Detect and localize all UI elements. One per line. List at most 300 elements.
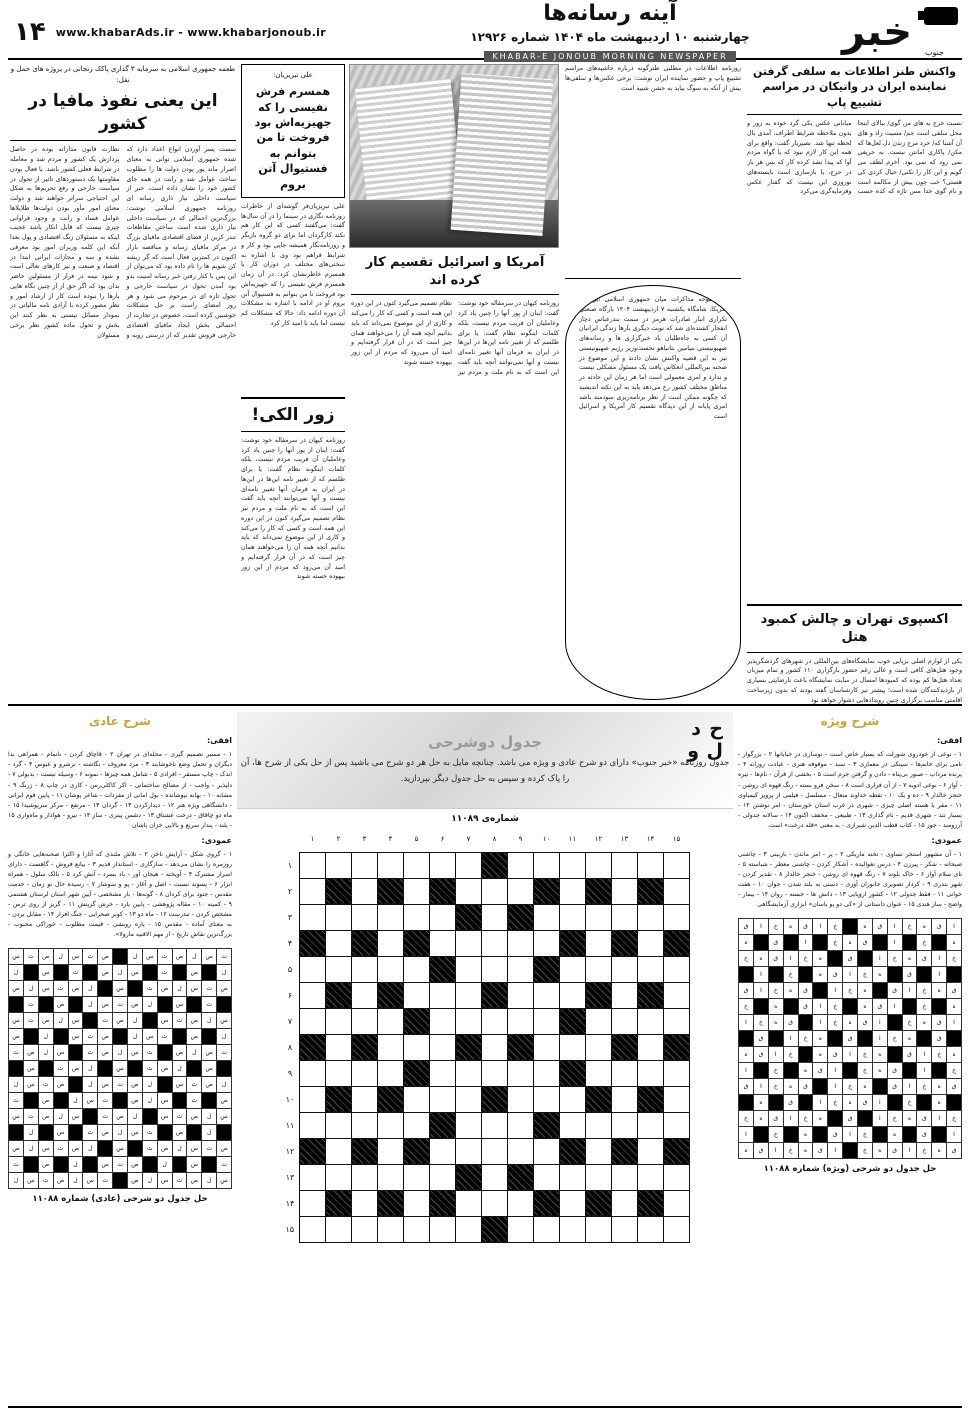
grid-cell[interactable] bbox=[326, 904, 352, 930]
grid-cell[interactable] bbox=[482, 1034, 508, 1060]
grid-cell[interactable] bbox=[534, 1086, 560, 1112]
grid-cell[interactable] bbox=[352, 1216, 378, 1242]
solution-cell: خ bbox=[739, 999, 754, 1015]
solution-cell: س bbox=[38, 965, 53, 981]
solution-row bbox=[739, 1031, 962, 1047]
solution-cell: س bbox=[202, 1045, 217, 1061]
grid-cell[interactable] bbox=[326, 1034, 352, 1060]
grid-cell-block bbox=[482, 852, 508, 878]
grid-cell[interactable] bbox=[456, 1086, 482, 1112]
grid-cell[interactable] bbox=[352, 904, 378, 930]
grid-cell[interactable] bbox=[404, 1190, 430, 1216]
grid-cell[interactable] bbox=[456, 930, 482, 956]
solution-cell-block bbox=[217, 1125, 232, 1141]
grid-cell[interactable] bbox=[508, 852, 534, 878]
grid-cell[interactable] bbox=[378, 1112, 404, 1138]
grid-cell[interactable] bbox=[300, 1216, 326, 1242]
grid-cell[interactable] bbox=[664, 878, 690, 904]
grid-cell[interactable] bbox=[638, 1112, 664, 1138]
grid-cell[interactable] bbox=[508, 1216, 534, 1242]
grid-cell[interactable] bbox=[664, 1086, 690, 1112]
grid-cell[interactable] bbox=[456, 1008, 482, 1034]
solution-cell-block bbox=[798, 1015, 813, 1031]
grid-cell[interactable] bbox=[664, 1060, 690, 1086]
grid-cell[interactable] bbox=[664, 956, 690, 982]
grid-cell[interactable] bbox=[482, 1138, 508, 1164]
solution-cell-block bbox=[768, 967, 783, 983]
grid-cell[interactable] bbox=[534, 1060, 560, 1086]
solution-cell-block bbox=[9, 1125, 24, 1141]
solution-cell-block bbox=[127, 1141, 142, 1157]
grid-cell[interactable] bbox=[586, 1060, 612, 1086]
grid-cell[interactable] bbox=[430, 1164, 456, 1190]
grid-cell[interactable] bbox=[534, 1008, 560, 1034]
grid-cell[interactable] bbox=[508, 930, 534, 956]
grid-cell[interactable] bbox=[482, 1190, 508, 1216]
grid-cell[interactable] bbox=[612, 1190, 638, 1216]
grid-cell[interactable] bbox=[586, 1034, 612, 1060]
grid-cell[interactable] bbox=[352, 1060, 378, 1086]
grid-cell[interactable] bbox=[300, 1164, 326, 1190]
grid-cell[interactable] bbox=[326, 852, 352, 878]
solution-cell: ق bbox=[753, 1143, 768, 1159]
special-across-label: افقی: bbox=[936, 736, 962, 746]
grid-cell[interactable] bbox=[612, 1112, 638, 1138]
grid-cell[interactable] bbox=[560, 1034, 586, 1060]
solution-cell-block bbox=[113, 1029, 128, 1045]
grid-cell[interactable] bbox=[456, 982, 482, 1008]
solution-cell-block bbox=[68, 1125, 83, 1141]
grid-cell[interactable] bbox=[404, 1112, 430, 1138]
grid-cell[interactable] bbox=[586, 1216, 612, 1242]
grid-cell[interactable] bbox=[612, 1086, 638, 1112]
grid-cell[interactable] bbox=[378, 1034, 404, 1060]
solution-cell: ل bbox=[202, 1125, 217, 1141]
grid-cell-block bbox=[430, 1190, 456, 1216]
solution-cell: س bbox=[157, 1173, 172, 1189]
grid-row bbox=[281, 1138, 690, 1164]
grid-cell[interactable] bbox=[300, 1190, 326, 1216]
grid-cell[interactable] bbox=[482, 1112, 508, 1138]
grid-cell[interactable] bbox=[508, 1008, 534, 1034]
grid-cell[interactable] bbox=[586, 1164, 612, 1190]
solution-cell: ث bbox=[83, 1029, 98, 1045]
grid-cell[interactable] bbox=[508, 1190, 534, 1216]
grid-cell[interactable] bbox=[300, 852, 326, 878]
solution-cell: ث bbox=[142, 981, 157, 997]
grid-cell[interactable] bbox=[430, 1008, 456, 1034]
solution-cell-block bbox=[187, 1125, 202, 1141]
grid-cell[interactable] bbox=[664, 1216, 690, 1242]
solution-normal-caption: حل جدول دو شرحی (عادی) شماره ۱۱۰۸۸ bbox=[32, 1194, 208, 1205]
grid-cell[interactable] bbox=[430, 1034, 456, 1060]
solution-cell: ل bbox=[53, 949, 68, 965]
solution-cell: ق bbox=[798, 999, 813, 1015]
grid-cell[interactable] bbox=[534, 852, 560, 878]
grid-cell[interactable] bbox=[300, 904, 326, 930]
grid-cell[interactable] bbox=[430, 1060, 456, 1086]
grid-cell[interactable] bbox=[404, 956, 430, 982]
solution-cell-block bbox=[932, 1063, 947, 1079]
grid-cell[interactable] bbox=[508, 1086, 534, 1112]
grid-cell[interactable] bbox=[404, 904, 430, 930]
solution-cell: س bbox=[187, 1141, 202, 1157]
grid-cell[interactable] bbox=[508, 1112, 534, 1138]
grid-cell[interactable] bbox=[612, 1164, 638, 1190]
grid-cell[interactable] bbox=[638, 904, 664, 930]
grid-cell[interactable] bbox=[534, 982, 560, 1008]
solution-cell: ق bbox=[739, 983, 754, 999]
solution-cell: ل bbox=[172, 1141, 187, 1157]
grid-cell[interactable] bbox=[560, 1086, 586, 1112]
solution-cell-block bbox=[172, 1093, 187, 1109]
solution-cell: ق bbox=[739, 919, 754, 935]
row-number: ۱۴ bbox=[285, 1198, 295, 1208]
grid-cell[interactable] bbox=[456, 1112, 482, 1138]
solution-cell-block bbox=[887, 967, 902, 983]
grid-cell[interactable] bbox=[352, 1086, 378, 1112]
solution-cell: ص bbox=[172, 1045, 187, 1061]
solution-cell-block bbox=[98, 1141, 113, 1157]
solution-cell: ص bbox=[53, 997, 68, 1013]
grid-cell[interactable] bbox=[430, 1138, 456, 1164]
grid-cell[interactable] bbox=[378, 1138, 404, 1164]
solution-cell: ق bbox=[768, 1111, 783, 1127]
solution-cell: ا bbox=[872, 1095, 887, 1111]
masthead-left bbox=[8, 17, 428, 47]
grid-cell[interactable] bbox=[508, 956, 534, 982]
grid-cell[interactable] bbox=[638, 1060, 664, 1086]
grid-cell[interactable] bbox=[664, 1112, 690, 1138]
solution-cell: ق bbox=[857, 1015, 872, 1031]
grid-cell[interactable] bbox=[638, 1008, 664, 1034]
grid-cell[interactable] bbox=[638, 1164, 664, 1190]
grid-cell[interactable] bbox=[508, 982, 534, 1008]
grid-cell-block bbox=[300, 1138, 326, 1164]
grid-cell[interactable] bbox=[664, 852, 690, 878]
solution-cell: ا bbox=[902, 983, 917, 999]
masthead-center bbox=[428, 1, 792, 63]
grid-cell[interactable] bbox=[300, 878, 326, 904]
grid-cell[interactable] bbox=[534, 904, 560, 930]
solution-cell: ق bbox=[872, 919, 887, 935]
grid-cell[interactable] bbox=[404, 852, 430, 878]
grid-cell[interactable] bbox=[664, 1190, 690, 1216]
solution-cell-block bbox=[753, 935, 768, 951]
grid-cell[interactable] bbox=[352, 1190, 378, 1216]
solution-cell: س bbox=[113, 981, 128, 997]
grid-cell[interactable] bbox=[430, 852, 456, 878]
grid-cell[interactable] bbox=[560, 1190, 586, 1216]
row-number: ۲ bbox=[287, 886, 293, 896]
grid-cell[interactable] bbox=[586, 852, 612, 878]
grid-cell[interactable] bbox=[326, 930, 352, 956]
solution-cell: ث bbox=[83, 1045, 98, 1061]
grid-cell[interactable] bbox=[586, 956, 612, 982]
solution-cell: ص bbox=[98, 1125, 113, 1141]
solution-special-grid bbox=[738, 918, 962, 1159]
grid-cell[interactable] bbox=[326, 1138, 352, 1164]
grid-cell[interactable] bbox=[638, 1034, 664, 1060]
grid-cell[interactable] bbox=[352, 956, 378, 982]
solution-cell-block bbox=[887, 1015, 902, 1031]
grid-cell[interactable] bbox=[378, 852, 404, 878]
solution-row bbox=[9, 1141, 232, 1157]
grid-cell[interactable] bbox=[586, 930, 612, 956]
solution-cell: س bbox=[23, 1061, 38, 1077]
solution-cell: ل bbox=[68, 1157, 83, 1173]
grid-cell[interactable] bbox=[326, 1008, 352, 1034]
grid-cell[interactable] bbox=[378, 1008, 404, 1034]
grid-cell[interactable] bbox=[612, 904, 638, 930]
grid-cell[interactable] bbox=[560, 852, 586, 878]
grid-cell[interactable] bbox=[404, 1164, 430, 1190]
solution-cell-block bbox=[813, 1079, 828, 1095]
solution-row bbox=[739, 1047, 962, 1063]
solution-cell-block bbox=[798, 1047, 813, 1063]
grid-cell[interactable] bbox=[456, 1216, 482, 1242]
grid-cell[interactable] bbox=[534, 1138, 560, 1164]
solution-cell: ث bbox=[23, 1109, 38, 1125]
solution-cell: خ bbox=[798, 1031, 813, 1047]
solution-row bbox=[9, 1157, 232, 1173]
solution-row bbox=[739, 951, 962, 967]
grid-cell[interactable] bbox=[534, 1034, 560, 1060]
grid-cell[interactable] bbox=[664, 904, 690, 930]
grid-cell[interactable] bbox=[404, 982, 430, 1008]
solution-cell: ق bbox=[887, 1143, 902, 1159]
solution-cell: ص bbox=[38, 1093, 53, 1109]
solution-cell-block bbox=[23, 1157, 38, 1173]
solution-cell-block bbox=[857, 1111, 872, 1127]
grid-cell[interactable] bbox=[456, 852, 482, 878]
solution-cell: خ bbox=[768, 1127, 783, 1143]
solution-cell: ق bbox=[872, 999, 887, 1015]
grid-cell[interactable] bbox=[378, 1060, 404, 1086]
solution-cell: ل bbox=[53, 1013, 68, 1029]
grid-row bbox=[281, 1060, 690, 1086]
jadval-logo bbox=[669, 718, 725, 764]
grid-cell[interactable] bbox=[430, 904, 456, 930]
grid-cell-block bbox=[430, 956, 456, 982]
website-line[interactable]: www.khabarAds.ir - www.khabarjonoub.ir bbox=[55, 25, 326, 39]
solution-cell: ا bbox=[813, 1095, 828, 1111]
solution-cell: س bbox=[53, 1125, 68, 1141]
grid-cell[interactable] bbox=[378, 956, 404, 982]
grid-cell-block bbox=[300, 1034, 326, 1060]
solution-cell: ص bbox=[187, 1013, 202, 1029]
grid-cell[interactable] bbox=[482, 956, 508, 982]
grid-cell[interactable] bbox=[612, 878, 638, 904]
grid-cell[interactable] bbox=[430, 1216, 456, 1242]
grid-cell[interactable] bbox=[456, 1138, 482, 1164]
grid-cell-block bbox=[300, 930, 326, 956]
solution-cell: س bbox=[157, 1013, 172, 1029]
grid-cell[interactable] bbox=[300, 1086, 326, 1112]
grid-cell[interactable] bbox=[664, 1164, 690, 1190]
grid-cell[interactable] bbox=[482, 878, 508, 904]
solution-normal-grid bbox=[8, 948, 232, 1189]
grid-cell[interactable] bbox=[326, 1164, 352, 1190]
grid-cell[interactable] bbox=[508, 878, 534, 904]
grid-cell[interactable] bbox=[482, 1164, 508, 1190]
solution-cell-block bbox=[813, 983, 828, 999]
solution-cell: خ bbox=[798, 1111, 813, 1127]
grid-row bbox=[281, 878, 690, 904]
solution-cell: ق bbox=[917, 1127, 932, 1143]
grid-cell[interactable] bbox=[352, 1164, 378, 1190]
solution-cell-block bbox=[157, 1125, 172, 1141]
grid-cell[interactable] bbox=[612, 1216, 638, 1242]
solution-cell: ل bbox=[127, 949, 142, 965]
grid-cell[interactable] bbox=[664, 1008, 690, 1034]
grid-cell[interactable] bbox=[612, 982, 638, 1008]
solution-cell: خ bbox=[887, 1031, 902, 1047]
grid-cell[interactable] bbox=[456, 956, 482, 982]
solution-cell: ه bbox=[872, 967, 887, 983]
grid-cell[interactable] bbox=[612, 956, 638, 982]
grid-cell[interactable] bbox=[404, 878, 430, 904]
grid-cell[interactable] bbox=[638, 852, 664, 878]
grid-cell[interactable] bbox=[638, 1216, 664, 1242]
grid-cell[interactable] bbox=[586, 1008, 612, 1034]
solution-cell-block bbox=[902, 1063, 917, 1079]
grid-row bbox=[281, 904, 690, 930]
solution-row bbox=[739, 1127, 962, 1143]
grid-cell[interactable] bbox=[300, 1008, 326, 1034]
solution-cell-block bbox=[828, 1031, 843, 1047]
solution-cell-block bbox=[947, 1095, 962, 1111]
grid-cell[interactable] bbox=[456, 1190, 482, 1216]
solution-cell: ص bbox=[68, 1141, 83, 1157]
grid-cell[interactable] bbox=[534, 1216, 560, 1242]
grid-cell[interactable] bbox=[612, 852, 638, 878]
grid-cell[interactable] bbox=[300, 1060, 326, 1086]
grid-cell[interactable] bbox=[560, 1164, 586, 1190]
solution-cell: ل bbox=[172, 981, 187, 997]
solution-cell: ث bbox=[142, 1125, 157, 1141]
solution-row bbox=[9, 1109, 232, 1125]
solution-cell: ق bbox=[798, 919, 813, 935]
grid-cell[interactable] bbox=[482, 904, 508, 930]
grid-cell[interactable] bbox=[638, 1138, 664, 1164]
solution-cell: خ bbox=[783, 967, 798, 983]
solution-cell-block bbox=[768, 1095, 783, 1111]
grid-cell[interactable] bbox=[352, 878, 378, 904]
grid-cell[interactable] bbox=[352, 982, 378, 1008]
grid-cell[interactable] bbox=[586, 1112, 612, 1138]
grid-cell[interactable] bbox=[638, 956, 664, 982]
grid-cell[interactable] bbox=[326, 956, 352, 982]
grid-cell[interactable] bbox=[378, 930, 404, 956]
grid-cell[interactable] bbox=[612, 1060, 638, 1086]
solution-cell: ا bbox=[902, 1079, 917, 1095]
grid-cell[interactable] bbox=[378, 904, 404, 930]
grid-cell[interactable] bbox=[560, 1112, 586, 1138]
grid-cell[interactable] bbox=[404, 1216, 430, 1242]
solution-cell: خ bbox=[917, 1143, 932, 1159]
solution-cell: ق bbox=[902, 967, 917, 983]
grid-cell[interactable] bbox=[430, 1086, 456, 1112]
col-number: ۷ bbox=[466, 835, 471, 844]
grid-cell[interactable] bbox=[534, 930, 560, 956]
section-title: آینه رسانه‌ها bbox=[543, 1, 677, 26]
grid-cell[interactable] bbox=[300, 982, 326, 1008]
grid-cell[interactable] bbox=[560, 904, 586, 930]
solution-cell: خ bbox=[798, 951, 813, 967]
grid-cell[interactable] bbox=[586, 904, 612, 930]
grid-cell[interactable] bbox=[638, 930, 664, 956]
solution-cell: خ bbox=[932, 1047, 947, 1063]
solution-cell: س bbox=[83, 1093, 98, 1109]
grid-cell[interactable] bbox=[430, 982, 456, 1008]
grid-cell[interactable] bbox=[326, 1060, 352, 1086]
grid-cell[interactable] bbox=[482, 1060, 508, 1086]
grid-cell[interactable] bbox=[560, 1216, 586, 1242]
grid-cell[interactable] bbox=[482, 1008, 508, 1034]
grid-cell[interactable] bbox=[300, 1112, 326, 1138]
grid-cell[interactable] bbox=[404, 1034, 430, 1060]
grid-cell[interactable] bbox=[612, 1008, 638, 1034]
solution-cell-block bbox=[739, 1031, 754, 1047]
solution-cell: ص bbox=[157, 1061, 172, 1077]
grid-cell[interactable] bbox=[560, 878, 586, 904]
grid-cell[interactable] bbox=[378, 1216, 404, 1242]
grid-cell[interactable] bbox=[352, 1008, 378, 1034]
solution-cell: ث bbox=[217, 1045, 232, 1061]
grid-cell[interactable] bbox=[326, 1112, 352, 1138]
solution-cell: ل bbox=[217, 965, 232, 981]
grid-cell[interactable] bbox=[508, 1060, 534, 1086]
col-number: ۸ bbox=[492, 835, 497, 844]
solution-cell: ص bbox=[98, 1029, 113, 1045]
solution-cell-block bbox=[783, 999, 798, 1015]
normal-across-clues: ۱ - مسیر تصمیم گیری - محله‌ای در تهران ۲ - قاچاق کردن - ناتمام - همراهی بدا دیگران و تحمل وضع ناخوشایند ۳ - مرد معروف - نگاشته - ترشرو و عبوس ۴ - گرد - اندک - چاپ مستقر - افرادی ۵ - شامل همه چیزها - نمونه ۶ - وسیله نیست - بدبولی ۷ - دلپذیر - واجب - از مصالح ساختمانی - اکر کاکلی‌رس - کاری در چاپ ۸ - زرنگ ۹ - مشابه ۱۰ - بهانه نپوشانده - بول امانی از مفردات - شاعر پوشان ۱۱ - پایین قوم ایرانی - دانشگاهی ویژه هنر ۱۲ - دیدارکردن ۱۳ - گردان ۱۴ - مرتفع - مرکز سرپوشیدا ۱۵ - ماه دو چاقاق - درخت عشتاق ۱۳ - دشمن پیتری - ساز ۱۴ - نیرو - هوادار و ماه‌واری ۱۵ - بلند - پندار سریع و بالایی خزان پاشان bbox=[8, 751, 233, 829]
grid-cell[interactable] bbox=[534, 1164, 560, 1190]
grid-cell[interactable] bbox=[456, 878, 482, 904]
grid-cell[interactable] bbox=[508, 1138, 534, 1164]
solution-cell: ل bbox=[83, 1061, 98, 1077]
jadval-logo-letter-3: و bbox=[687, 740, 699, 762]
grid-cell[interactable] bbox=[352, 1112, 378, 1138]
grid-cell[interactable] bbox=[430, 930, 456, 956]
solution-cell: خ bbox=[768, 1063, 783, 1079]
solution-cell: ا bbox=[932, 1111, 947, 1127]
crossword-grid[interactable] bbox=[280, 827, 690, 1243]
grid-cell[interactable] bbox=[404, 1086, 430, 1112]
grid-cell[interactable] bbox=[560, 956, 586, 982]
solution-cell: خ bbox=[902, 1095, 917, 1111]
grid-cell[interactable] bbox=[560, 982, 586, 1008]
grid-cell[interactable] bbox=[664, 982, 690, 1008]
grid-cell[interactable] bbox=[482, 930, 508, 956]
grid-cell[interactable] bbox=[352, 852, 378, 878]
solution-cell: ث bbox=[172, 1109, 187, 1125]
solution-row bbox=[739, 983, 962, 999]
grid-cell[interactable] bbox=[586, 1138, 612, 1164]
row-number: ۹ bbox=[287, 1068, 293, 1078]
solution-cell: ا bbox=[739, 1063, 754, 1079]
solution-cell: ث bbox=[202, 1141, 217, 1157]
grid-cell[interactable] bbox=[378, 1164, 404, 1190]
grid-cell[interactable] bbox=[300, 956, 326, 982]
solution-cell-block bbox=[127, 1061, 142, 1077]
grid-cell[interactable] bbox=[326, 1216, 352, 1242]
grid-cell[interactable] bbox=[456, 1060, 482, 1086]
grid-cell-block bbox=[664, 930, 690, 956]
solution-cell: خ bbox=[902, 1015, 917, 1031]
solution-cell: خ bbox=[843, 983, 858, 999]
